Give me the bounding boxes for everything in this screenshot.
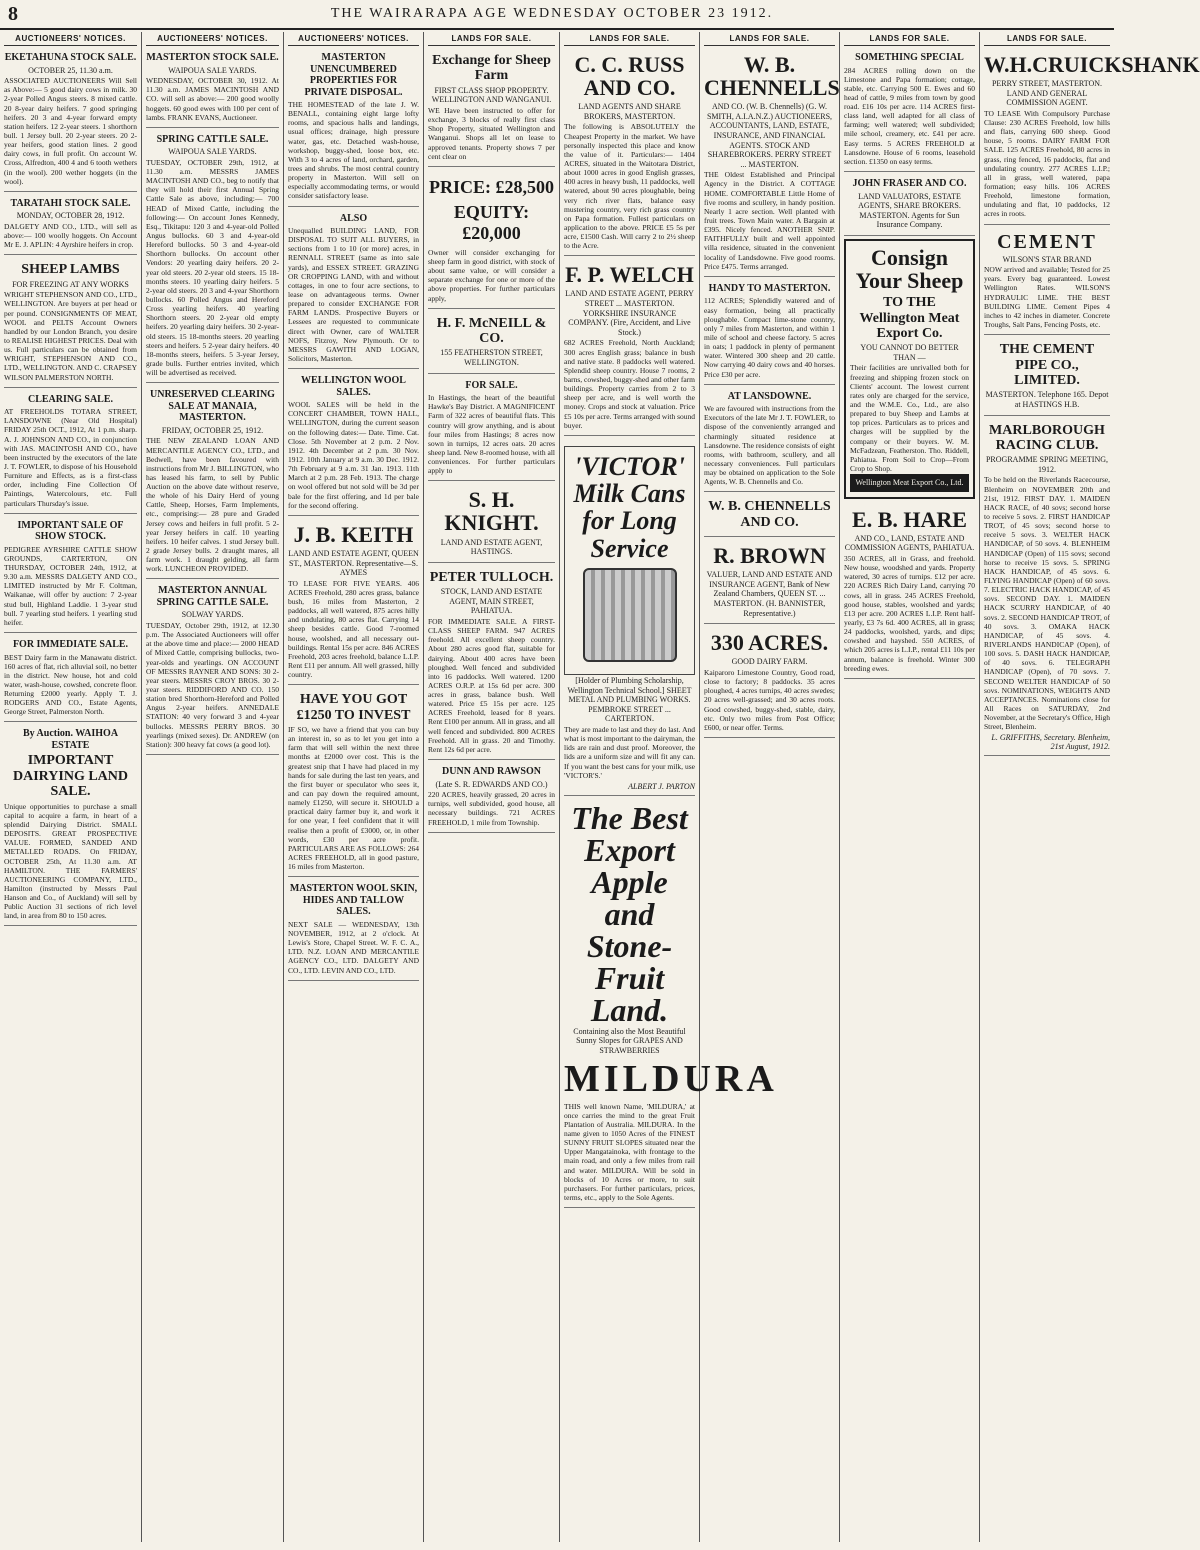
ad-headline: The Best Export Apple and Stone-Fruit Land. (571, 799, 688, 1028)
price-line: PRICE: £28,500 (429, 176, 554, 197)
ad-title: AT LANSDOWNE. (727, 390, 812, 402)
column-8 (980, 32, 1200, 1542)
ad-subtitle: FOR FREEZING AT ANY WORKS (12, 279, 129, 289)
ad-body-text: 682 ACRES Freehold, North Auckland; 300 acres English grass; balance in bush and native state. 8 paddocks well watered. Splendid sheep country. House 7 rooms, 2 barns, cowshed, buggy-shed and other farm buildings. Property carries from 2 to 3 sheep per acre, and is well worth the money. Crops and stock at valuation. Price £5 10s per acre. Terms arranged with sound buyer. (564, 338, 696, 430)
ad-headline: J. B. KEITH (293, 521, 414, 547)
masthead (0, 0, 1114, 30)
ad-headline: F. P. WELCH (565, 262, 694, 288)
advertisement (4, 391, 137, 514)
advertisement (288, 688, 419, 877)
ad-subtitle: SOLWAY YARDS. (181, 610, 244, 620)
ad-subheadline: THE CEMENT PIPE CO., LIMITED. (999, 342, 1095, 388)
advertisement (844, 504, 975, 679)
advertisement (984, 419, 1110, 757)
ad-title: TARATAHI STOCK SALE. (10, 197, 131, 209)
advertisement (564, 799, 778, 1208)
ad-signature: L. GRIFFITHS, Secretary. Blenheim, 21st August, 1912. (991, 733, 1110, 752)
ad-body-text: TO LEASE With Compulsory Purchase Clause: 230 ACRES Freehold, low hills and flats, carrying 600 sheep. Good house, 5 rooms. DAIRY FARM FOR SALE. 125 ACRES Freehold, 80 acres in grass, ring fenced, 16 paddocks, flat and undulating country. 277 ACRES L.I.P.; all in grass, well watered, papa formation; easy hills. 106 ACRES Freehold, limestone formation, undulating and flat, 10 paddocks, 12 acres in roots. (984, 108, 1110, 219)
ad-body-text: THE HOMESTEAD of the late J. W. BENALL, containing eight large lofty rooms, and spacious halls and landings, usual offices; drainage, high pressure water, gas, etc. Detached wash-house, workshop, buggy-shed, loose box, etc. With 3 to 4 acres of land, orchard, garden, trees and shrubs. The most central country property in Masterton. Will sell on especially accommodating terms, or would consider satisfactory lease. (288, 100, 419, 201)
advertisement (288, 210, 419, 370)
ad-subheadline: PETER TULLOCH. (429, 569, 554, 585)
ad-subtitle: 155 FEATHERSTON STREET, WELLINGTON. (440, 348, 543, 368)
column-header: LANDS FOR SALE. (704, 32, 835, 46)
advertisement (428, 49, 555, 167)
ad-subtitle: STOCK, LAND AND ESTATE AGENT, MAIN STREET, PAHIATUA. (440, 587, 543, 616)
column-1 (0, 32, 142, 1542)
advertisement (704, 540, 835, 624)
ad-body-text: WRIGHT STEPHENSON AND CO., LTD., WELLINGTON. Are buyers at per head or per pound. CONSIGNMENTS OF MEAT, WOOL and PELTS Account Owners handled by our London Branch, you desire to REALISE HIGHEST PRICES. Deal with us. Full particulars can be obtained from WRIGHT, STEPHENSON AND CO., LTD., WELLINGTON. AND C. CRAPSEY WILSON PALMERSTON NORTH. (4, 290, 137, 382)
ad-body-text: THIS well known Name, 'MILDURA,' at once carries the mind to the great Fruit Plantation of Australia. MILDURA. In the name given to 1050 Acres of the FINEST SUNNY FRUIT SLOPES situated near the Upper Mangatainoka, with frontage to the main road, and only a few miles from rail and water. MILDURA. Will be sold in blocks of 10 Acres or more, to suit purchasers. For further particulars, prices, terms, etc., apply to the Sole Agents. (564, 1101, 695, 1202)
advertisement (288, 49, 419, 207)
ad-body-text: Owner will consider exchanging for sheep farm in good district, with stock of about same value, or will consider a separate exchange for one or more of the above properties. For further particulars apply, (428, 247, 555, 303)
ad-title: MASTERTON UNENCUMBERED PROPERTIES FOR PRIVATE DISPOSAL. (304, 52, 403, 98)
ad-subtitle: LAND AND ESTATE AGENT, QUEEN ST., MASTERTON. Representative—S. AYMES (288, 548, 419, 578)
advertisement (4, 725, 137, 926)
advertisement (984, 338, 1110, 415)
ad-subheadline: W. B. CHENNELLS AND CO. (708, 499, 831, 530)
advertisement (704, 495, 835, 537)
ad-subtitle: LAND VALUATORS, ESTATE AGENTS, SHARE BROKERS. MASTERTON. Agents for Sun Insurance Company. (858, 191, 961, 230)
column-7 (840, 32, 980, 1542)
ad-subheadline: TO THE Wellington Meat Export Co. (859, 295, 960, 341)
ad-subtitle: FIRST CLASS SHOP PROPERTY. WELLINGTON AND WANGANUI. (431, 85, 552, 105)
ad-title: FOR IMMEDIATE SALE. (12, 639, 129, 650)
column-header: LANDS FOR SALE. (984, 32, 1110, 46)
ad-body-text: IF SO, we have a friend that you can buy an interest in, so as to let you get into a farm that will sell within the next three months at £2000 over cost. This is the greatest snip that I have had placed in my hands for sale during the last ten years, and the first buyer or speculator who sees it, and can pay down the required amount, namely £1250, will secure it. SHOULD a practical dairy farmer buy it, and work it for one year, I feel confident that it will realise then a profit of £3000, or, in other words, £30 per acre profit. PARTICULARS ARE AS FOLLOWS: 264 ACRES FREEHOLD, all in good pasture, 16 miles from Masterton. (288, 725, 419, 872)
ad-body-text: TO LEASE FOR FIVE YEARS. 406 ACRES Freehold, 280 acres grass, balance bush, 16 miles from Masterton, 2 paddocks, all well watered, 875 acres hilly and undulating, 80 acres flat. Carrying 14 sheep besides cattle. Good 7-roomed house, woolshed, and all necessary out-buildings. Rental 15s per acre. 846 ACRES Freehold, 203 acres freehold, balance L.I.P. Rent £11 per annum. All well grassed, hilly country. (288, 578, 419, 680)
ad-subtitle: WAIPOUA SALE YARDS. (168, 65, 257, 75)
ad-body-text: WOOL SALES will be held in the CONCERT CHAMBER, TOWN HALL, WELLINGTON, during the current season on the following dates:— Date. Time. Cat. Close. 5th November at 2 p.m. 2 Nov. 1912. 4th December at 2 p.m. 30 Nov. 1912. 10th January at 9 a.m. 30 Dec. 1912. 7th February at 9 a.m. 31 Jan. 1913. 11th March at 2 p.m. 28 Feb. 1913. The charge on wool offered but not sold will be 3d per bale for the first offering, and 1d per bale for the second offering. (288, 400, 419, 510)
ad-subheadline: IMPORTANT DAIRYING LAND SALE. (12, 753, 128, 800)
ad-subheadline: MARLBOROUGH RACING CLUB. (989, 422, 1105, 453)
column-2 (142, 32, 284, 1542)
ad-headline: C. C. RUSS AND CO. (574, 52, 685, 101)
advertisement (428, 312, 555, 374)
column-4 (424, 32, 560, 1542)
ad-title: DUNN AND RAWSON (442, 766, 541, 778)
ad-body-text: NEXT SALE — WEDNESDAY, 13th NOVEMBER, 1912, at 2 o'clock. At Lewis's Store, Chapel Street. W. F. C. A., LTD. N.Z. LOAN AND MERCANTILE AGENCY CO., LTD. DALGETY AND CO., LTD. LEVIN AND CO., LTD. (288, 919, 419, 975)
ad-subtitle: LAND AGENTS AND SHARE BROKERS, MASTERTON. (578, 102, 681, 121)
ad-headline: E. B. HARE (852, 506, 967, 532)
ad-title: JOHN FRASER AND CO. (852, 178, 967, 190)
column-header: AUCTIONEERS' NOTICES. (288, 32, 419, 46)
ad-body-text: 112 ACRES; Splendidly watered and of easy formation, being all practically ploughable. Compact lime-stone country, only 7 miles from Masterton, and within 1 mile of school and cheese factory. 5 acres in oats; 1 paddock in plenty of permanent water. Wintered 300 sheep and 20 cattle. Now carrying 40 dairy cows and 40 horses. Price £30 per acre. (704, 296, 835, 379)
milk-can-illustration (583, 568, 677, 662)
ad-banner: Wellington Meat Export Co., Ltd. (850, 474, 969, 492)
ad-body-text: Unique opportunities to purchase a small capital to acquire a farm, in heart of a splendid Dairying District. SMALL DEPOSITS. GREAT PROSPECTIVE VALUE. FORMED, SANDED AND METALLED ROADS. On FRIDAY, OCTOBER 25th, At 11.30 a.m. AT HAMILTON. THE FARMERS' AUCTIONEERING COMPANY, LTD., Hamilton (instructed by Messrs Paul Hanson and Co., of Auckland) will sell by Public Auction 31 sections of rich level land, in area from 80 to 150 acres. (4, 801, 137, 921)
ad-title: FOR SALE. (465, 379, 518, 391)
column-header: LANDS FOR SALE. (428, 32, 555, 46)
ad-headline: 'VICTOR' Milk Cans for Long Service (573, 451, 686, 563)
ad-body-text: THE NEW ZEALAND LOAN AND MERCANTILE AGENCY CO., LTD., and Bedwell, have been favoured with instructions from Mr J. BILLINGTON, who has leased his farm, to sell by Public Auction on the above date without reserve, the whole of his Dairy Herd of young Cattle, Sheep, Horses, Farm Implements, etc., comprising:— 28 pure and Graded Jersey cows and heifers in full profit. 5 2-year Jersey heifers in calf. 10 yearling heifers. 10 heifer calves. 1 stud Jersey bull. 2 grade Jersey bulls. 2 draught mares, all farm work. 1 draught gelding, all farm work. LUNCHEON PROVIDED. (146, 436, 279, 574)
advertisement (4, 636, 137, 722)
ad-subtitle: [Holder of Plumbing Scholarship, Wellington Technical School.] SHEET METAL AND PLUMBING WORKS. PEMBROKE STREET ... CARTERTON. (567, 676, 692, 724)
ad-headline: CEMENT (997, 230, 1097, 253)
advertisement (146, 49, 279, 128)
ad-body-text: NOW arrived and available; Tested for 25 years. Every bag guaranteed. Lowest Wellington Rates. WILSON'S HYDRAULIC LIME. THE BEST BUILDING LIME. Cement Pipes 4 inches to 42 inches in diameter. Concrete Troughs, Salt Pans, Fencing Posts, etc. (984, 265, 1110, 329)
ad-subtitle: MONDAY, OCTOBER 28, 1912. (16, 211, 125, 221)
ad-subtitle: FRIDAY, OCTOBER 25, 1912. (161, 425, 264, 435)
ad-headline: Consign Your Sheep (855, 244, 964, 294)
ad-subtitle: OCTOBER 25, 11.30 a.m. (28, 65, 113, 75)
ad-title: MASTERTON ANNUAL SPRING CATTLE SALE. (156, 585, 269, 608)
ad-headline: 330 ACRES. (710, 630, 829, 656)
advertisement (844, 49, 975, 172)
ad-subtitle: Containing also the Most Beautiful Sunny Slopes for GRAPES AND STRAWBERRIES (573, 1026, 686, 1055)
advertisement (564, 259, 695, 435)
advertisement (704, 627, 835, 738)
ad-title: SOMETHING SPECIAL (855, 52, 964, 63)
column-3 (284, 32, 424, 1542)
advertisement (288, 519, 419, 685)
ad-headline: W.H.CRUICKSHANK (984, 52, 1200, 77)
ad-body-text: TUESDAY, October 29th, 1912, at 12.30 p.m. The Associated Auctioneers will offer at the above time and place:— 2000 HEAD of Mixed Cattle, comprising bullocks, two-year-olds and yearlings. ON ACCOUNT OF MESSRS RAYNER AND SONS: 30 2-year steers. MESSRS CROY BROS. 30 2-year steers. RIDDIFORD AND CO. 150 station bred Shorthorn-Hereford and Polled Angus 2-year heifers. ANNEDALE STATION: 40 very forward 3 and 4-year bullocks. MESSRS PERRY BROS. 30 yearlings (mixed sexes). Dr. ANDREW (on Station): 300 heavy fat cows (a good lot). (146, 621, 279, 749)
advertisement (288, 372, 419, 516)
ad-title: HANDY TO MASTERTON. (708, 282, 831, 294)
ad-title: ALSO (339, 212, 368, 224)
ad-subtitle: (Late S. R. EDWARDS AND CO.) (435, 779, 548, 789)
ad-body-text: WEDNESDAY, OCTOBER 30, 1912. At 11.30 a.m. JAMES MACINTOSH AND CO. will sell as above:— 200 good woolly hoggets. 60 good ewes with 100 per cent of lambs. FRANK EVANS, Auctioneer. (146, 76, 279, 122)
advertisement (288, 880, 419, 980)
ad-body-text: BEST Dairy farm in the Manawatu district. 160 acres of flat, rich alluvial soil, no better in the district. New house, hot and cold water, wash-house, cowshed, concrete floor. Returning £2000 yearly. Apply T. J. RODGERS AND CO., Estate Agents, George Street, Palmerston North. (4, 652, 137, 717)
ad-body-text: TUESDAY, OCTOBER 29th, 1912, at 11.30 a.m. MESSRS JAMES MACINTOSH AND CO., beg to notify that they will hold their first Annual Spring Cattle Sale as above, including:— 700 HEAD of Mixed Cattle, including the following:— On account Jones Kennedy, Esq., Tikitapu: 120 3 and 4-year-old Polled Angus bullocks. 60 3 and 4-year-old Hereford bullocks. 50 3 and 4-year-old Shorthorn bullocks. On account other Vendors: 20 yearling dairy heifers. 20 2-year old steers. 20 2-year old steers. 15 18-months steers. 10 yearling dairy heifers. 5 2-year old steers. 20 3 and 4-year Shorthorn bullocks. 60 Polled Angus and Hereford Cross yearling heifers. 40 yearling Shorthorn steers. 20 2-year old empty heifers. 20 yearling dairy heifers. 30 2-year-old steers. 15 18-months steers. 20 yearling steers and heifers. 5 2-year dairy heifers. 40 18-months steers, heifers. 5 3-year Jersey, grade bulls. Further entries invited, which will be advertised as received. (146, 157, 279, 378)
advertisement (428, 763, 555, 833)
ad-body-text: Their facilities are unrivalled both for freezing and shipping frozen stock on Clients' account. The lowest current rates only are charged for the service, and the W.M.E. Co., Ltd., are also prepared to buy Sheep and Lambs at top prices. Particulars as to prices and charges will be supplied by the company or their buyers. W. M. McFadzean, Featherston. Tho. Riddell, Pahiatua. From Soil to Crop—From Crop to Shop. (850, 363, 969, 474)
ad-body-text: 350 ACRES, all in Grass, and freehold. New house, woodshed and yards. Property watered, 30 acres of turnips. £12 per acre. 220 ACRES Rich Dairy Land, carrying 70 cows, all in grass. 245 ACRES Freehold, good house, stables, woolshed and yards; £13 per acre. 200 ACRES L.I.P. Rent half-yearly, £3 7s 6d. 400 ACRES, all in grass; 24 paddocks, woolshed, yards, and dips; cowshed and hayshed. 550 ACRES, of which 205 acres is L.I.P., rental £11 10s per annum, balance is freehold. Winter 300 breeding ewes. (844, 554, 975, 673)
advertisement (428, 377, 555, 482)
ad-headline: W. B. CHENNELLS (704, 52, 840, 101)
column-header: AUCTIONEERS' NOTICES. (4, 32, 137, 46)
ad-subheadline: H. F. McNEILL & CO. (436, 315, 547, 347)
ad-subtitle: YOU CANNOT DO BETTER THAN — (860, 343, 959, 362)
advertisement (146, 386, 279, 579)
advertisement (428, 566, 555, 760)
advertisement (704, 388, 835, 493)
advertisement (564, 439, 695, 796)
ad-body-text: In Hastings, the heart of the beautiful Hawke's Bay District. A MAGNIFICENT Farm of 322 acres of beautiful flats. This country will grow anything, and is about four miles from Hastings; 8 acres now sown in turnips, 12 acres oats. 20 acres sheep land. New 8-roomed house, with all conveniences. For further particulars apply to (428, 393, 555, 476)
advertisement (4, 258, 137, 387)
advertisement (564, 49, 695, 256)
ad-subtitle: AND CO. (W. B. Chennells) (G. W. SMITH, A.I.A.N.Z.) AUCTIONEERS, ACCOUNTANTS, LAND, ESTATE, INSURANCE, AND FINANCIAL AGENTS. STOCK AND SHAREBROKERS. PERRY STREET ... MASTERTON. (706, 102, 833, 169)
advertisement (428, 484, 555, 562)
ad-body-text: WE Have been instructed to offer for exchange, 3 blocks of really first class Shop Property, situated Wellington and Wanganui. Shops all let on lease to approved tenants. Property shows 7 per cent clear on (428, 105, 555, 161)
ad-signature: ALBERT J. PARTON (628, 781, 695, 791)
ad-subtitle: AND CO., LAND, ESTATE AND COMMISSION AGENTS, PAHIATUA. (844, 533, 975, 553)
ad-title: EKETAHUNA STOCK SALE. (4, 52, 137, 63)
advertisement (844, 239, 975, 499)
ad-title: WELLINGTON WOOL SALES. (301, 375, 406, 398)
ad-body-text: PEDIGREE AYRSHIRE CATTLE SHOW GROUNDS, CARTERTON, ON THURSDAY, OCTOBER 24th, 1912, at 9.30 a.m. MESSRS DALGETY AND CO., LIMITED instructed by Mr F. Coltman, Waikanae, will offer by auction: 7 2-year stud bull, Highland Laddie. 1 3-year stud bull. 7 yearling stud heifers. 1 yearling stud heifer. (4, 544, 137, 627)
advertisement (844, 175, 975, 236)
advertisement (4, 517, 137, 633)
ad-body-text: 220 ACRES, heavily grassed, 20 acres in turnips, well subdivided, good house, all necessary buildings. 721 ACRES FREEHOLD, 1 mile from Township. (428, 790, 555, 827)
ad-body-text: THE Oldest Established and Principal Agency in the District. A COTTAGE HOME. COMFORTABLE Little Home of five rooms and scullery, in handy position. Nearly 1 acre section. Well planted with fruit trees. Town Main water. A Bargain at £395. Nicely fenced. ANOTHER SNIP. FAITHFULLY built and well appointed villa residence, situated in the convenient locality of Landsdowne. Five good rooms. Price £475. Terms arranged. (704, 170, 835, 271)
ad-subtitle: WAIPOUA SALE YARDS. (168, 147, 257, 157)
ad-title: By Auction. WAIHOA ESTATE (22, 728, 119, 751)
ad-subtitle: WILSON'S STAR BRAND (1002, 254, 1092, 264)
ad-headline: S. H. KNIGHT. (444, 487, 539, 536)
column-header: AUCTIONEERS' NOTICES. (146, 32, 279, 46)
ad-title: CLEARING SALE. (27, 393, 114, 405)
victor-milk-cans-ad (564, 446, 695, 675)
ad-body-text: AT FREEHOLDS TOTARA STREET, LANSDOWNE (Near Old Hospital) FRIDAY 25th OCT., 1912, At 1 p.m. sharp. A. J. JOHNSON AND CO., in conjunction with JAS. MACINTOSH AND CO., have been instructed by the executors of the late J. T. FOWLER, to dispose of his Household Furniture and Effects, as is a first-class order, including Fine Collection Of Paintings, Watercolours, etc. Full particulars Thursday's issue. (4, 407, 137, 508)
column-6 (700, 32, 840, 1542)
advertisement (146, 131, 279, 383)
ad-subtitle: VALUER, LAND AND ESTATE AND INSURANCE AGENT, Bank of New Zealand Chambers, QUEEN ST. ... MASTERTON. (H. BANNISTER, Representative.) (706, 570, 833, 618)
ad-body-text: Unequalled BUILDING LAND, FOR DISPOSAL TO SUIT ALL BUYERS, in sections from 1 to 10 (or more) acres, in RENNALL STREET (same as into sale yards), and ESSEX STREET. GRAZING OR CROPPING LAND, with and without cottages, in one to four acre sections, to lease on advantageous terms. Owner prepared to consider EXCHANGE FOR FARM LANDS. Prospective Buyers or Lessees are requested to communicate direct with Owner, care of WALTER NOFS, Fitzroy, New Plymouth. Or to MESSRS GAWITH AND LOGAN, Solicitors, Masterton. (288, 226, 419, 364)
ad-subtitle: PERRY STREET, MASTERTON. LAND AND GENERAL COMMISSION AGENT. (991, 79, 1103, 108)
ad-subheadline: HAVE YOU GOT £1250 TO INVEST (296, 692, 411, 723)
ad-display-name: MILDURA (564, 1057, 778, 1100)
ad-subheadline: Exchange for Sheep Farm (432, 53, 551, 84)
ad-headline: R. BROWN (713, 543, 826, 569)
advertisement (4, 195, 137, 256)
equity-line: EQUITY: £20,000 (453, 201, 530, 243)
newspaper-title: THE WAIRARAPA AGE WEDNESDAY OCTOBER 23 1912. (330, 6, 774, 21)
ad-subtitle: GOOD DAIRY FARM. (731, 657, 808, 667)
ad-title: MASTERTON STOCK SALE. (146, 52, 279, 63)
ad-title: SPRING CATTLE SALE. (156, 133, 269, 145)
ad-body-text: The following is ABSOLUTELY the Cheapest Property in the market. We have personally inspected this place and know the value of it. Particulars:— 1404 ACRES, situated in the Waitotara District, about 1000 acres in good English grasses, 400 acres in heavy bush, 11 paddocks, well watered, about 90 acres ploughable, being very rich river flats, balance easy mustering country, very rich grass country on Papa formation. Fullest particulars on application to the above. PRICE £5 5s per acre, £1500 Cash. Will carry 2 to 2½ sheep to the Acre. (564, 122, 695, 251)
advertisement (984, 49, 1200, 225)
column-header: LANDS FOR SALE. (844, 32, 975, 46)
ad-body-text: FOR IMMEDIATE SALE. A FIRST-CLASS SHEEP FARM. 947 ACRES freehold. All excellent sheep country. About 280 acres good flat, suitable for dairying. About 400 acres have been ploughed. Well fenced and subdivided into 16 paddocks. Well watered. 1200 ACRES O.R.P. at 15s 6d per acre. 300 acres in grass, balance bush. Well watered. Price £5 15s per acre. 125 ACRES Freehold, leased for 8 years. Rent £100 per annum. All in grass, and all well fenced and subdivided. 800 ACRES Freehold. All in grass. 20 and Timothy. Rent 12s 6d per acre. (428, 616, 555, 754)
page-number: 8 (8, 2, 18, 25)
advertisement (146, 582, 279, 755)
ad-subtitle: PROGRAMME SPRING MEETING, 1912. (985, 455, 1108, 474)
advertisement (984, 228, 1110, 336)
ad-subtitle: LAND AND ESTATE AGENT, PERRY STREET ... MASTERTON. YORKSHIRE INSURANCE COMPANY. (Fire, Accident, and Live Stock.) (565, 289, 694, 337)
ad-body-text: They are made to last and they do last. And what is most important to the dairyman, the lids are rain and dust proof. Moreover, the lids are a uniform size and will fit any can. If you want the best cans for your milk, use 'VICTOR'S.' (564, 724, 695, 780)
ad-body-text: To be held on the Riverlands Racecourse, Blenheim on NOVEMBER 20th and 21st, 1912. FIRST DAY. 1. MAIDEN HACK RACE, of 40 sovs; second horse to receive 5 sovs. 2. FIRST HANDICAP TROT, of 45 sovs; second horse to receive 5 sovs. 3. WELTER HACK HANDICAP, of 50 sovs. 4. BLENHEIM HANDICAP (Open) of 115 sovs; second horse to receive 15 sovs. 5. SPRING HACK HANDICAP, of 45 sovs. 6. FLYING HANDICAP (Open) of 60 sovs. 7. ELECTRIC HACK HANDICAP, of 45 sovs. SECOND DAY. 1. MAIDEN HACK SCURRY HANDICAP, of 40 sovs. 2. SECOND HANDICAP TROT, of 40 sovs. 3. OMAKA HACK HANDICAP, of 45 sovs. 4. RIVERLANDS HANDICAP (Open), of 100 sovs. 5. DASH HACK HANDICAP, of 40 sovs. 6. TELEGRAPH HANDICAP (Open), of 70 sovs. 7. SECOND WELTER HANDICAP of 50 sovs. NOMINATIONS, WEIGHTS AND ACCEPTANCES. Nominations close for All Races on SATURDAY, 2nd November, at the Secretary's Office, High Street, Blenheim. (984, 475, 1110, 732)
ad-title: MASTERTON WOOL SKIN, HIDES AND TALLOW SALES. (289, 883, 418, 918)
ad-body-text: DALGETY AND CO., LTD., will sell as above:— 100 woolly hoggets. On Account Mr E. J. APLIN: 4 Ayrshire heifers in crop. (4, 221, 137, 250)
ad-subtitle: MASTERTON. Telephone 165. Depot at HASTINGS H.B. (985, 390, 1109, 409)
ad-body-text: Kaiparoro Limestone Country, Good road, close to factory; 8 paddocks. 35 acres ploughed, 4 acres turnips, 40 acres swedes; 20 acres well-grassed; and 30 acres roots. Good cowshed, buggy-shed, stable, dairy, etc. Only two miles from Post Office; £600, or near offer. Terms. (704, 667, 835, 732)
ad-subtitle: LAND AND ESTATE AGENT, HASTINGS. (440, 537, 543, 557)
ad-body-text: ASSOCIATED AUCTIONEERS Will Sell as Above:— 5 good dairy cows in milk. 30 2-year Polled Angus steers. 8 mixed cattle. 20 8-year dairy heifers. 7 good springing heifers. 20 3 and 4-year forward empty station heifers. 12 2-year steers. 1 shorthorn bull. 1 Jersey bull. 20 2-year steers. 20 2-year heifers, good station lines. 2 good dairy cows, in full profit. On account W. Cross, Alfredton, 400 4 and 6 tooth wethers (in the wool). 200 wether hoggets (in the wool). (4, 76, 137, 186)
advertisement (4, 49, 137, 192)
advertisement (704, 49, 840, 277)
ad-title: IMPORTANT SALE OF SHOW STOCK. (17, 519, 124, 543)
column-header: LANDS FOR SALE. (564, 32, 695, 46)
ad-title: UNRESERVED CLEARING SALE AT MANAIA, MASTERTON. (150, 389, 275, 424)
ad-subheadline: SHEEP LAMBS (21, 262, 120, 278)
ad-body-text: We are favoured with instructions from the Executors of the late Mr J. T. FOWLER, to dispose of the conveniently arranged and charmingly situated residence at Lansdowne. The residence consists of eight rooms, with bathroom, scullery, and all necessary conveniences. Full particulars may be obtained on application to the Sole Agents, W. B. Chennells and Co. (704, 404, 835, 487)
advertisement (428, 170, 555, 309)
ad-body-text: 284 ACRES rolling down on the Limestone and Papa formation; cottage, stable, etc. Carrying 500 E. Ewes and 60 head of cattle, 9 miles from town by good road. £16 10s per acre. 114 ACRES first-class land, well adapted for all class of farming; well watered; well subdivided; mile school, creamery, etc. £41 per acre. Easy terms. 5 ACRES FREEHOLD at Lansdowne. House of 6 rooms, leasehold section. £1350 on easy terms. (844, 65, 975, 166)
advertisement (704, 280, 835, 385)
